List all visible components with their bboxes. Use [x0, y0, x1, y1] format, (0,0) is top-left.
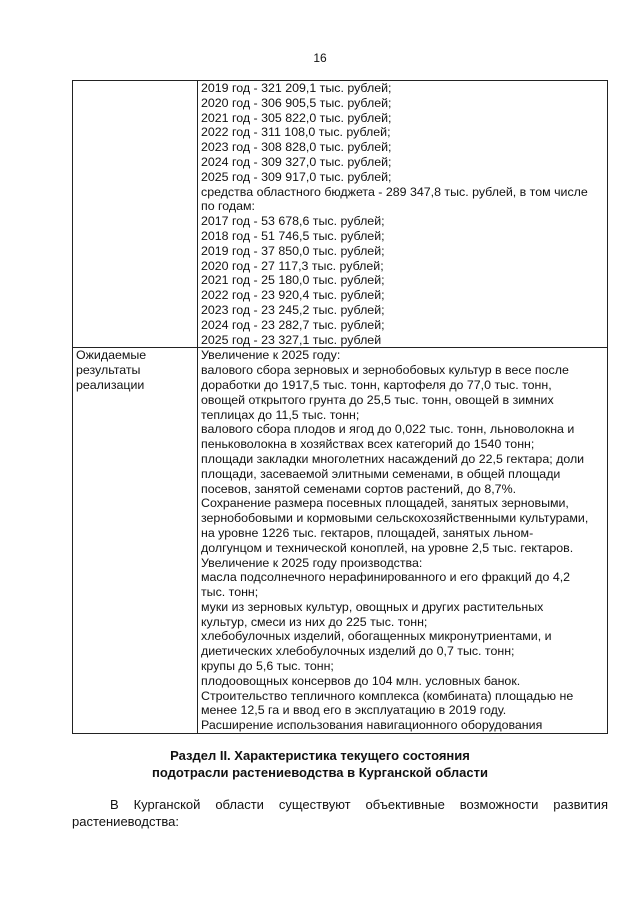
text-line: тыс. тонн; — [201, 585, 259, 600]
text-line: долгунцом и технической коноплей, на уровне 2,5 тыс. гектаров. — [201, 540, 574, 555]
text-line: 2025 год - 23 327,1 тыс. рублей — [201, 332, 382, 347]
text-line: 2019 год - 37 850,0 тыс. рублей; — [201, 243, 385, 258]
label-line: результаты — [76, 363, 141, 378]
text-line: Расширение использования навигационного оборудования — [201, 718, 543, 733]
text-line: 2020 год - 306 905,5 тыс. рублей; — [201, 95, 392, 110]
label-line: реализации — [76, 377, 145, 392]
text-line: 2021 год - 25 180,0 тыс. рублей; — [201, 273, 385, 288]
text-line: 2022 год - 311 108,0 тыс. рублей; — [201, 125, 391, 140]
label-line: Ожидаемые — [76, 348, 147, 363]
paragraph-line: В Курганской области существуют объективные возможности развития — [110, 797, 608, 812]
table-cell-expected-results-label — [73, 348, 198, 734]
body-paragraph — [72, 796, 608, 830]
section-heading-line: подотрасли растениеводства в Курганской области — [152, 765, 488, 780]
section-heading — [0, 747, 640, 781]
text-line: 2024 год - 23 282,7 тыс. рублей; — [201, 317, 385, 332]
text-line: на уровне 1226 тыс. гектаров, площадей, занятых льном- — [201, 525, 534, 540]
text-line: 2022 год - 23 920,4 тыс. рублей; — [201, 288, 385, 303]
text-line: 2023 год - 23 245,2 тыс. рублей; — [201, 302, 385, 317]
text-line: зернобобовыми и кормовыми сельскохозяйственными культурами, — [201, 511, 589, 526]
text-line: валового сбора плодов и ягод до 0,022 тыс. тонн, льноволокна и — [201, 422, 575, 437]
text-line: 2025 год - 309 917,0 тыс. рублей; — [201, 169, 392, 184]
text-line: Сохранение размера посевных площадей, занятых зерновыми, — [201, 496, 569, 511]
text-line: диетических хлебобулочных изделий до 0,7 тыс. тонн; — [201, 644, 515, 659]
table-cell-expected-results-text — [198, 348, 608, 734]
text-line: средства областного бюджета - 289 347,8 тыс. рублей, в том числе — [201, 184, 588, 199]
section-heading-line: Раздел II. Характеристика текущего состояния — [170, 748, 470, 763]
text-line: Увеличение к 2025 году: — [201, 348, 341, 363]
text-line: масла подсолнечного нерафинированного и его фракций до 4,2 — [201, 570, 571, 585]
text-line: плодоовощных консервов до 104 млн. условных банок. — [201, 673, 521, 688]
page-number: 16 — [313, 51, 327, 65]
text-line: площади закладки многолетних насаждений до 22,5 гектара; доли — [201, 451, 585, 466]
table-cell-label-empty — [73, 81, 198, 348]
table-cell-financing-values — [198, 81, 608, 348]
text-line: муки из зерновых культур, овощных и других растительных — [201, 599, 544, 614]
text-line: 2023 год - 308 828,0 тыс. рублей; — [201, 140, 392, 155]
text-line: 2017 год - 53 678,6 тыс. рублей; — [201, 214, 385, 229]
text-line: Увеличение к 2025 году производства: — [201, 555, 423, 570]
text-line: 2020 год - 27 117,3 тыс. рублей; — [201, 258, 384, 273]
paragraph-line: растениеводства: — [72, 814, 180, 829]
text-line: 2019 год - 321 209,1 тыс. рублей; — [201, 81, 392, 95]
text-line: овощей открытого грунта до 25,5 тыс. тонн, овощей в зимних — [201, 392, 554, 407]
text-line: площади, засеваемой элитными семенами, в общей площади — [201, 466, 561, 481]
text-line: 2024 год - 309 327,0 тыс. рублей; — [201, 154, 392, 169]
text-line: пеньковолокна в хозяйствах всех категорий до 1540 тонн; — [201, 437, 535, 452]
text-line: культур, смеси из них до 225 тыс. тонн; — [201, 614, 428, 629]
text-line: крупы до 5,6 тыс. тонн; — [201, 659, 334, 674]
text-line: валового сбора зерновых и зернобобовых культур в весе после — [201, 363, 569, 378]
text-line: хлебобулочных изделий, обогащенных микронутриентами, и — [201, 629, 552, 644]
passport-table — [72, 80, 608, 734]
text-line: 2018 год - 51 746,5 тыс. рублей; — [201, 228, 385, 243]
text-line: по годам: — [201, 199, 255, 214]
table-row-expected-results — [73, 348, 608, 734]
text-line: 2021 год - 305 822,0 тыс. рублей; — [201, 110, 392, 125]
text-line: теплицах до 11,5 тыс. тонн; — [201, 407, 360, 422]
table-row-financing — [73, 81, 608, 348]
text-line: Строительство тепличного комплекса (комбината) площадью не — [201, 688, 574, 703]
text-line: доработки до 1917,5 тыс. тонн, картофеля до 77,0 тыс. тонн, — [201, 377, 552, 392]
text-line: менее 12,5 га и ввод его в эксплуатацию в 2019 году. — [201, 703, 507, 718]
text-line: посевов, занятой семенами сортов растений, до 8,7%. — [201, 481, 517, 496]
